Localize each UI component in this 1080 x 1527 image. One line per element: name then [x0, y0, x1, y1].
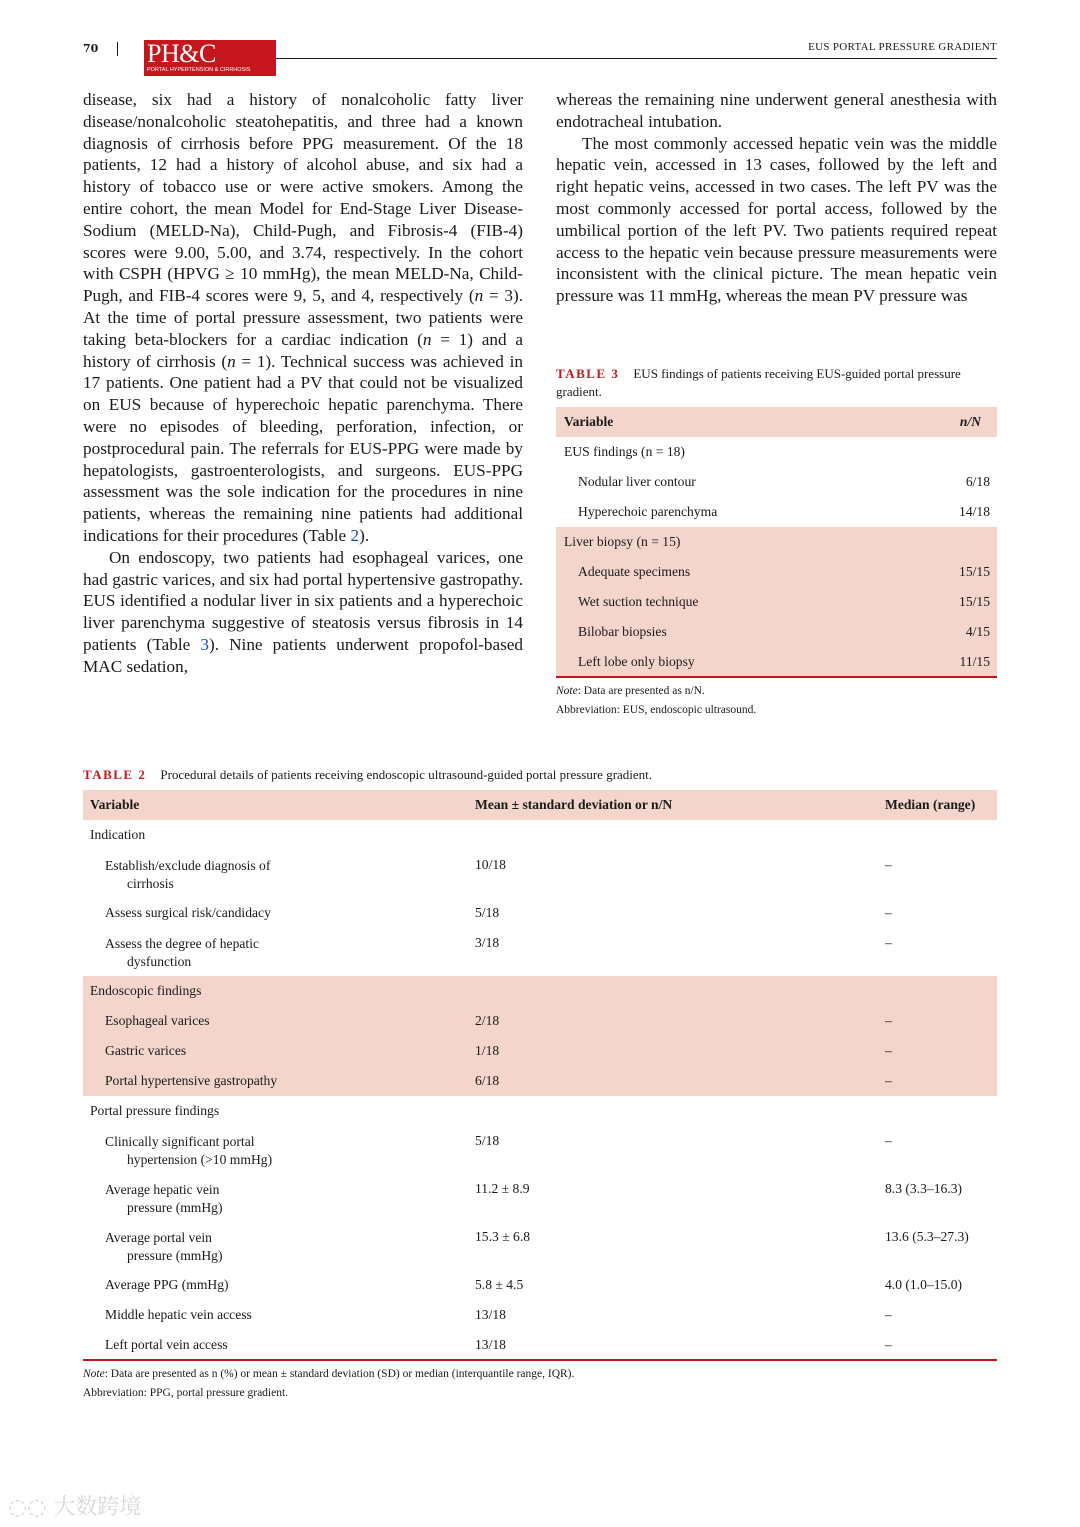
row-mean: 5/18 — [475, 1133, 500, 1148]
row-variable: Average portal vein pressure (mmHg) — [105, 1230, 223, 1263]
col-mean-sd: Mean ± standard deviation or n/N — [468, 790, 878, 820]
row-mean: 13/18 — [475, 1307, 506, 1322]
table-row — [556, 557, 997, 587]
row-variable: Establish/exclude diagnosis of cirrhosis — [105, 858, 271, 891]
table-2-note: Note: Data are presented as n (%) or mean ± standard deviation (SD) or median (interquantile range, IQR). — [83, 1368, 575, 1380]
row-variable: Left portal vein access — [105, 1337, 228, 1352]
row-median — [878, 1096, 997, 1126]
table-3-caption — [556, 365, 997, 401]
header-rule — [276, 58, 997, 59]
row-median — [878, 820, 997, 850]
table-row — [83, 898, 997, 928]
row-variable: Assess the degree of hepatic dysfunction — [105, 936, 260, 969]
table-2-caption — [83, 766, 997, 784]
row-label: Wet suction technique — [578, 594, 699, 609]
row-median: – — [885, 1073, 892, 1088]
table-3-caption-text: EUS findings of patients receiving EUS-guided portal pressure gradient. — [556, 366, 961, 399]
journal-logo — [144, 40, 276, 76]
row-median: – — [885, 1337, 892, 1352]
row-mean: 13/18 — [475, 1337, 506, 1352]
row-variable: Indication — [90, 827, 146, 842]
row-variable: Endoscopic findings — [90, 983, 202, 998]
row-median: 8.3 (3.3–16.3) — [885, 1181, 963, 1196]
table-row — [83, 976, 997, 1006]
right-column — [556, 89, 997, 307]
row-variable: Portal pressure findings — [90, 1103, 220, 1118]
row-mean: 2/18 — [475, 1013, 500, 1028]
left-paragraph-1: disease, six had a history of nonalcoholic fatty liver disease/nonalcoholic steatohepatitis, and three had a known diagnosis of cirrhosis before PPG measurement. Of the 18 patients, 12 had a history of alcohol abuse, and six had a history of tobacco use or were active smokers. Among the entire cohort, the mean Model for End-Stage Liver Disease-Sodium (MELD-Na), Child-Pugh, and Fibrosis-4 (FIB-4) scores were 9.00, 5.00, and 3.74, respectively. In the cohort with CSPH (HPVG ≥ 10 mmHg), the mean MELD-Na, Child-Pugh, and FIB-4 scores were 9, 5, and 4, respectively (n = 3). At the time of portal pressure assessment, two patients were taking beta-blockers for a cardiac indication (n = 1) and a history of cirrhosis (n = 1). Technical success was achieved in 17 patients. One patient had a PV that could not be visualized on EUS because of hyperechoic hepatic parenchyma. There were no episodes of bleeding, perforation, infection, or postprocedural pain. The referrals for EUS-PPG were made by hepatologists, gastroenterologists, and surgeons. EUS-PPG assessment was the sole indication for the procedures in nine patients, whereas the remaining nine patients had additional indications for their procedures (Table 2). — [83, 90, 524, 545]
row-value — [904, 437, 997, 467]
row-value — [904, 527, 997, 557]
table-row — [83, 1174, 997, 1222]
page-number: 70 — [83, 42, 99, 55]
row-median — [878, 976, 997, 1006]
row-median: – — [885, 905, 892, 920]
table-2-label: TABLE 2 — [83, 767, 147, 782]
table-2-footnotes — [83, 1365, 997, 1403]
col-variable: Variable — [556, 407, 904, 437]
journal-logo-subtitle: PORTAL HYPERTENSION & CIRRHOSIS — [147, 67, 251, 73]
row-mean: 3/18 — [475, 935, 500, 950]
row-mean: 5.8 ± 4.5 — [475, 1277, 524, 1292]
table-3 — [556, 407, 997, 678]
table-row — [83, 1270, 997, 1300]
journal-logo-text: PH&C — [147, 39, 216, 68]
table-row — [83, 850, 997, 898]
row-median: – — [885, 1043, 892, 1058]
row-mean — [468, 820, 878, 850]
table-3-abbreviation: Abbreviation: EUS, endoscopic ultrasound. — [556, 704, 757, 716]
row-median: – — [885, 857, 892, 872]
row-variable: Assess surgical risk/candidacy — [105, 905, 271, 920]
table-row — [556, 497, 997, 527]
row-mean: 5/18 — [475, 905, 500, 920]
row-variable: Gastric varices — [105, 1043, 187, 1058]
table-row — [83, 1222, 997, 1270]
table-2-caption-text: Procedural details of patients receiving endoscopic ultrasound-guided portal pressure gradient. — [160, 767, 653, 782]
row-value: 14/18 — [959, 504, 990, 519]
watermark-logo-icon: ◌◌ — [8, 1495, 54, 1520]
row-mean: 6/18 — [475, 1073, 500, 1088]
row-value: 4/15 — [965, 624, 990, 639]
table-row — [83, 1126, 997, 1174]
table-row — [556, 587, 997, 617]
running-title: EUS PORTAL PRESSURE GRADIENT — [808, 41, 997, 53]
table-3-link[interactable]: 3 — [200, 634, 209, 654]
row-mean: 15.3 ± 6.8 — [475, 1229, 531, 1244]
table-3-note: Note: Data are presented as n/N. — [556, 685, 705, 697]
col-variable: Variable — [83, 790, 468, 820]
row-median: 4.0 (1.0–15.0) — [885, 1277, 963, 1292]
table-row — [556, 467, 997, 497]
row-variable: Portal hypertensive gastropathy — [105, 1073, 278, 1088]
row-value: 15/15 — [959, 564, 990, 579]
row-median: 13.6 (5.3–27.3) — [885, 1229, 969, 1244]
row-label: Hyperechoic parenchyma — [578, 504, 718, 519]
watermark — [8, 1490, 141, 1521]
row-mean: 1/18 — [475, 1043, 500, 1058]
row-mean — [468, 976, 878, 1006]
table-row — [83, 1096, 997, 1126]
table-row — [556, 647, 997, 677]
col-median-range: Median (range) — [878, 790, 997, 820]
table-row — [556, 527, 997, 557]
table-row — [83, 1006, 997, 1036]
table-row — [83, 1066, 997, 1096]
table-row — [83, 1300, 997, 1330]
page-header — [83, 39, 997, 73]
table-row — [83, 928, 997, 976]
row-value: 11/15 — [959, 654, 990, 669]
table-2 — [83, 790, 997, 1361]
table-3-footnotes — [556, 682, 997, 720]
row-value: 6/18 — [965, 474, 990, 489]
watermark-text: 大数跨境 — [53, 1495, 142, 1520]
row-label: Adequate specimens — [578, 564, 691, 579]
right-paragraph-1: whereas the remaining nine underwent general anesthesia with endotracheal intubation. — [556, 90, 997, 131]
row-median: – — [885, 1133, 892, 1148]
left-paragraph-2: On endoscopy, two patients had esophageal varices, one had gastric varices, and six had portal hypertensive gastropathy. EUS identified a nodular liver in six patients and a hyperechoic liver parenchyma suggestive of steatosis versus fibrosis in 14 patients (Table 3). Nine patients underwent propofol-based MAC sedation, — [83, 547, 524, 676]
row-variable: Average PPG (mmHg) — [105, 1277, 229, 1292]
table-row — [83, 1036, 997, 1066]
row-variable: Clinically significant portal hypertension (>10 mmHg) — [105, 1134, 273, 1167]
row-label: EUS findings (n = 18) — [564, 444, 685, 459]
row-median: – — [885, 1013, 892, 1028]
row-mean: 11.2 ± 8.9 — [475, 1181, 530, 1196]
row-value: 15/15 — [959, 594, 990, 609]
header-divider — [117, 42, 118, 56]
row-label: Bilobar biopsies — [578, 624, 667, 639]
table-row — [556, 437, 997, 467]
right-paragraph-2: The most commonly accessed hepatic vein was the middle hepatic vein, accessed in 13 cases, followed by the left and right hepatic veins, accessed in two cases. The left PV was the most commonly accessed for portal access, followed by the umbilical portion of the left PV. Two patients required repeat access to the hepatic vein because pressure measurements were inconsistent with the clinical picture. The mean hepatic vein pressure was 11 mmHg, whereas the mean PV pressure was — [556, 133, 997, 306]
row-label: Nodular liver contour — [578, 474, 696, 489]
table-2-link[interactable]: 2 — [350, 525, 360, 545]
table-header-row — [556, 407, 997, 437]
table-row — [556, 617, 997, 647]
row-variable: Middle hepatic vein access — [105, 1307, 252, 1322]
row-median: – — [885, 935, 892, 950]
table-row — [83, 1330, 997, 1360]
row-label: Liver biopsy (n = 15) — [564, 534, 681, 549]
table-row — [83, 820, 997, 850]
row-mean — [468, 1096, 878, 1126]
table-2-abbreviation: Abbreviation: PPG, portal pressure gradient. — [83, 1387, 289, 1399]
col-n-over-n: n/N — [904, 407, 997, 437]
table-header-row — [83, 790, 997, 820]
row-mean: 10/18 — [475, 857, 506, 872]
row-variable: Average hepatic vein pressure (mmHg) — [105, 1182, 223, 1215]
row-median: – — [885, 1307, 892, 1322]
table-3-label: TABLE 3 — [556, 366, 620, 381]
row-label: Left lobe only biopsy — [578, 654, 695, 669]
left-column — [83, 89, 523, 678]
row-variable: Esophageal varices — [105, 1013, 210, 1028]
